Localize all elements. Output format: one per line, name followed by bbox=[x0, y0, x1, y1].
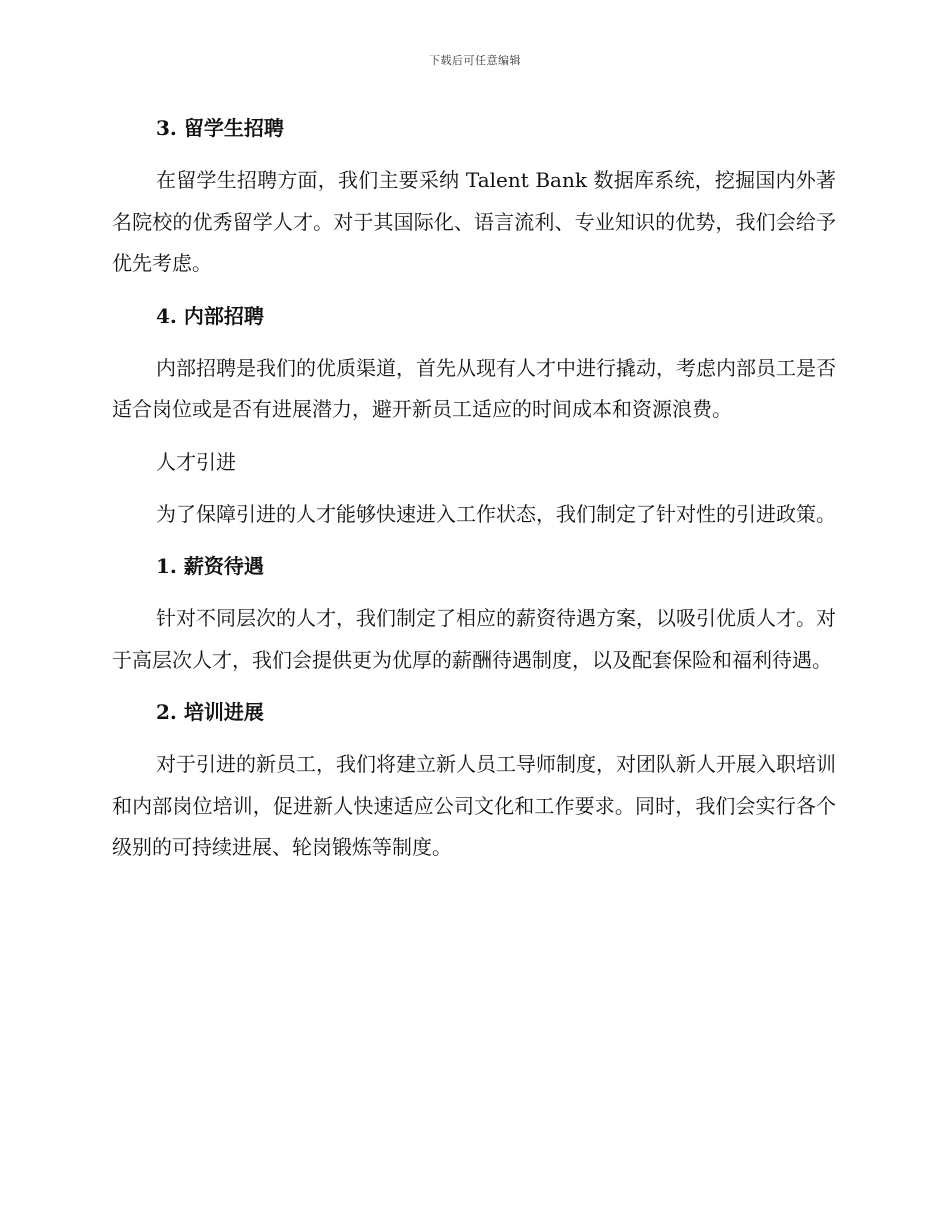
section-overseas-recruitment bbox=[112, 108, 836, 285]
section-training-development bbox=[112, 692, 836, 869]
section-paragraph: 内部招聘是我们的优质渠道，首先从现有人才中进行撬动，考虑内部员工是否适合岗位或是否有进展潜力，避开新员工适应的时间成本和资源浪费。 bbox=[112, 355, 836, 421]
section-heading: 4. 内部招聘 bbox=[156, 303, 264, 328]
section-internal-recruitment bbox=[112, 296, 836, 431]
section-salary-benefits bbox=[112, 546, 836, 681]
section-paragraph: 针对不同层次的人才，我们制定了相应的薪资待遇方案，以吸引优质人才。对于高层次人才，我们会提供更为优厚的薪酬待遇制度，以及配套保险和福利待遇。 bbox=[112, 606, 836, 672]
section-paragraph: 在留学生招聘方面，我们主要采纳 Talent Bank 数据库系统，挖掘国内外著名院校的优秀留学人才。对于其国际化、语言流利、专业知识的优势，我们会给予优先考虑。 bbox=[112, 168, 836, 275]
section-heading: 2. 培训进展 bbox=[156, 700, 264, 724]
section-heading: 1. 薪资待遇 bbox=[156, 554, 264, 578]
section-heading: 人才引进 bbox=[156, 449, 236, 474]
section-talent-introduction bbox=[112, 442, 836, 536]
section-heading: 3. 留学生招聘 bbox=[156, 116, 284, 140]
page-header: 下载后可任意编辑 bbox=[429, 54, 521, 67]
section-paragraph: 为了保障引进的人才能够快速进入工作状态，我们制定了针对性的引进政策。 bbox=[156, 501, 836, 526]
document-body bbox=[112, 108, 836, 880]
section-paragraph: 对于引进的新员工，我们将建立新人员工导师制度，对团队新人开展入职培训和内部岗位培训，促进新人快速适应公司文化和工作要求。同时，我们会实行各个级别的可持续进展、轮岗锻炼等制度。 bbox=[112, 752, 836, 859]
